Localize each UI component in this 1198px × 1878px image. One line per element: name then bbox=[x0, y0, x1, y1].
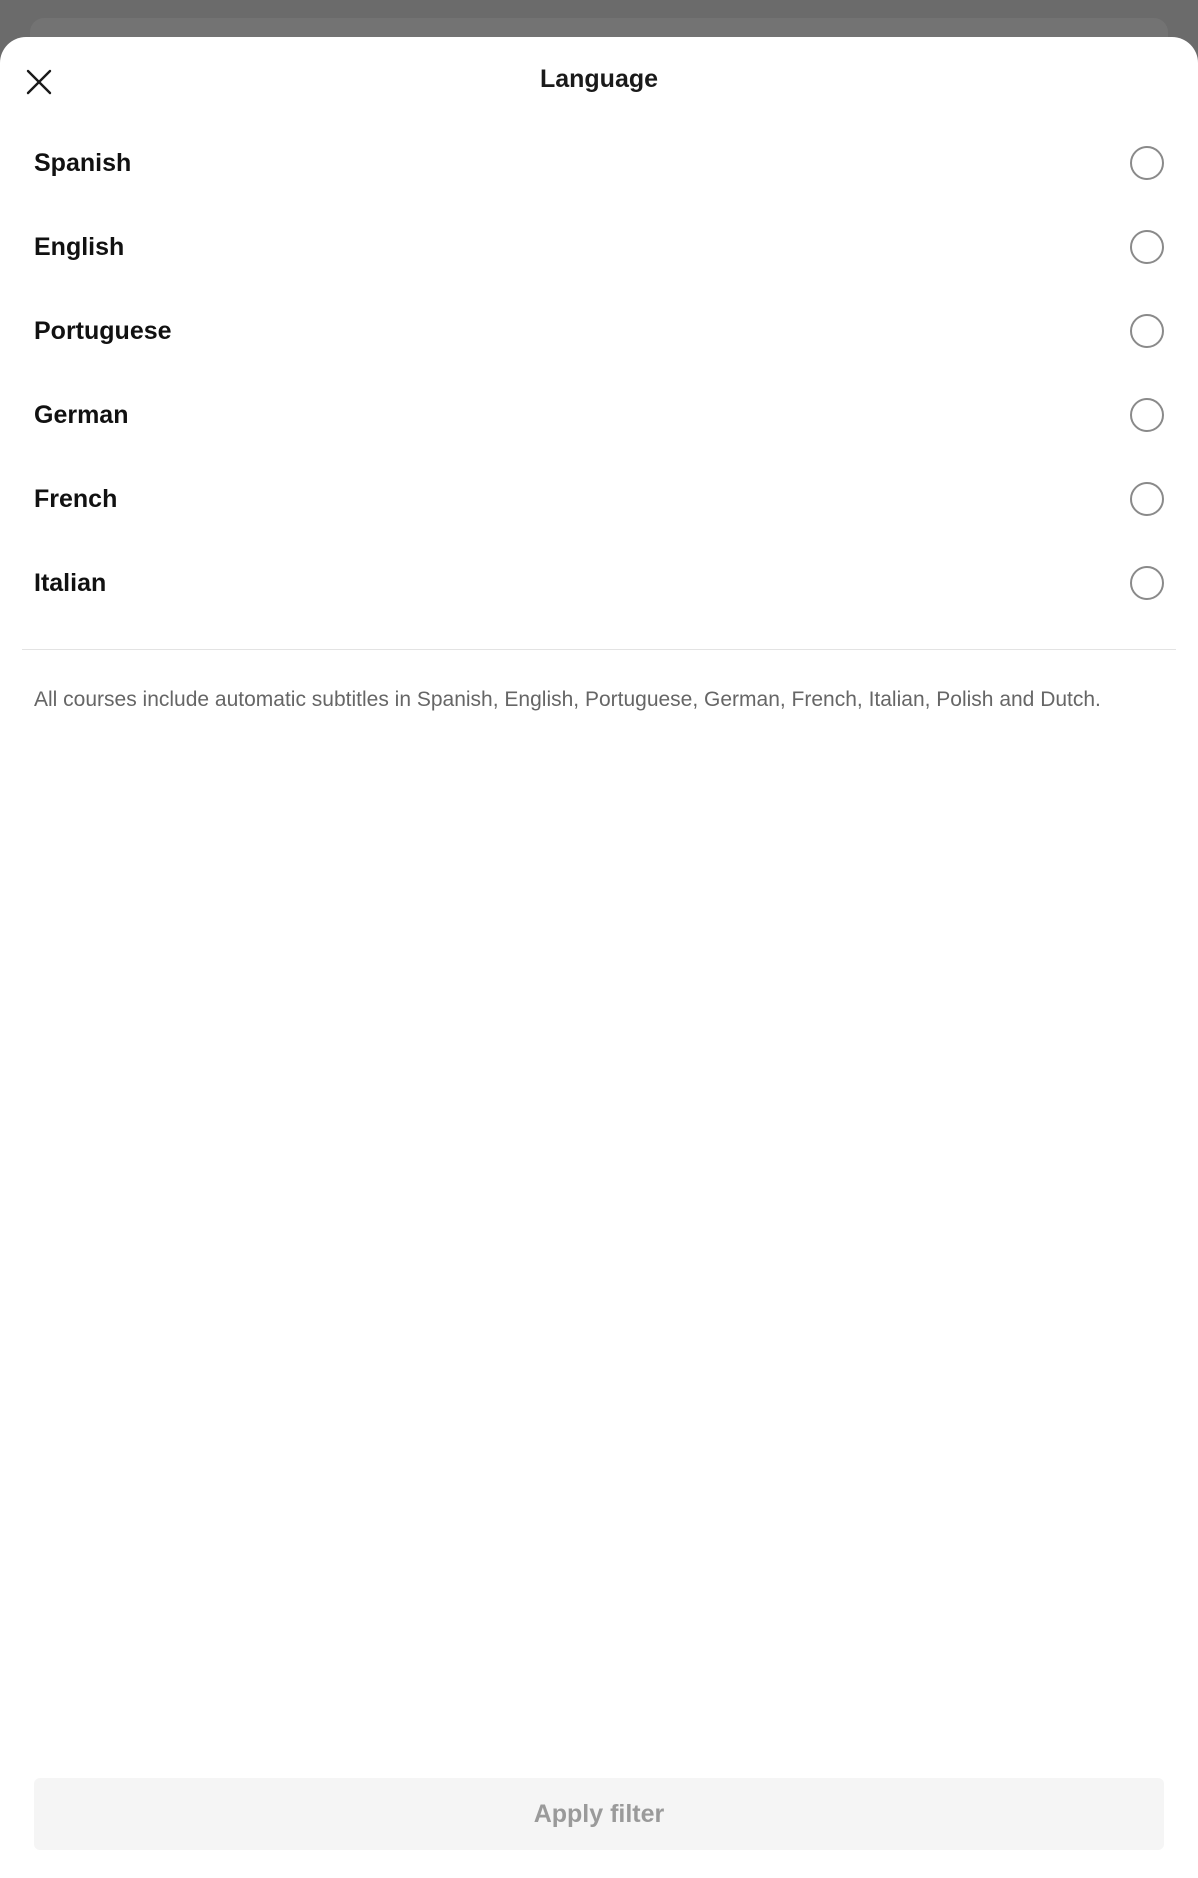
language-option-italian[interactable] bbox=[0, 541, 1198, 625]
radio-button[interactable] bbox=[1130, 566, 1164, 600]
language-options-list bbox=[0, 121, 1198, 625]
language-option-french[interactable] bbox=[0, 457, 1198, 541]
sheet-header bbox=[0, 37, 1198, 121]
radio-button[interactable] bbox=[1130, 230, 1164, 264]
subtitles-note: All courses include automatic subtitles in Spanish, English, Portuguese, German, French, Italian, Polish and Dutch. bbox=[34, 688, 1101, 711]
radio-button[interactable] bbox=[1130, 314, 1164, 348]
language-option-german[interactable] bbox=[0, 373, 1198, 457]
language-filter-sheet bbox=[0, 37, 1198, 1878]
option-label: French bbox=[34, 484, 118, 513]
radio-button[interactable] bbox=[1130, 482, 1164, 516]
radio-button[interactable] bbox=[1130, 398, 1164, 432]
sheet-title: Language bbox=[539, 65, 659, 93]
option-label: English bbox=[34, 232, 125, 261]
apply-filter-button[interactable]: Apply filter bbox=[34, 1778, 1164, 1850]
option-label: Spanish bbox=[34, 148, 132, 177]
option-label: German bbox=[34, 400, 129, 429]
option-label: Portuguese bbox=[34, 316, 172, 345]
option-label: Italian bbox=[34, 568, 107, 597]
language-option-portuguese[interactable] bbox=[0, 289, 1198, 373]
language-option-english[interactable] bbox=[0, 205, 1198, 289]
language-option-spanish[interactable] bbox=[0, 121, 1198, 205]
radio-button[interactable] bbox=[1130, 146, 1164, 180]
